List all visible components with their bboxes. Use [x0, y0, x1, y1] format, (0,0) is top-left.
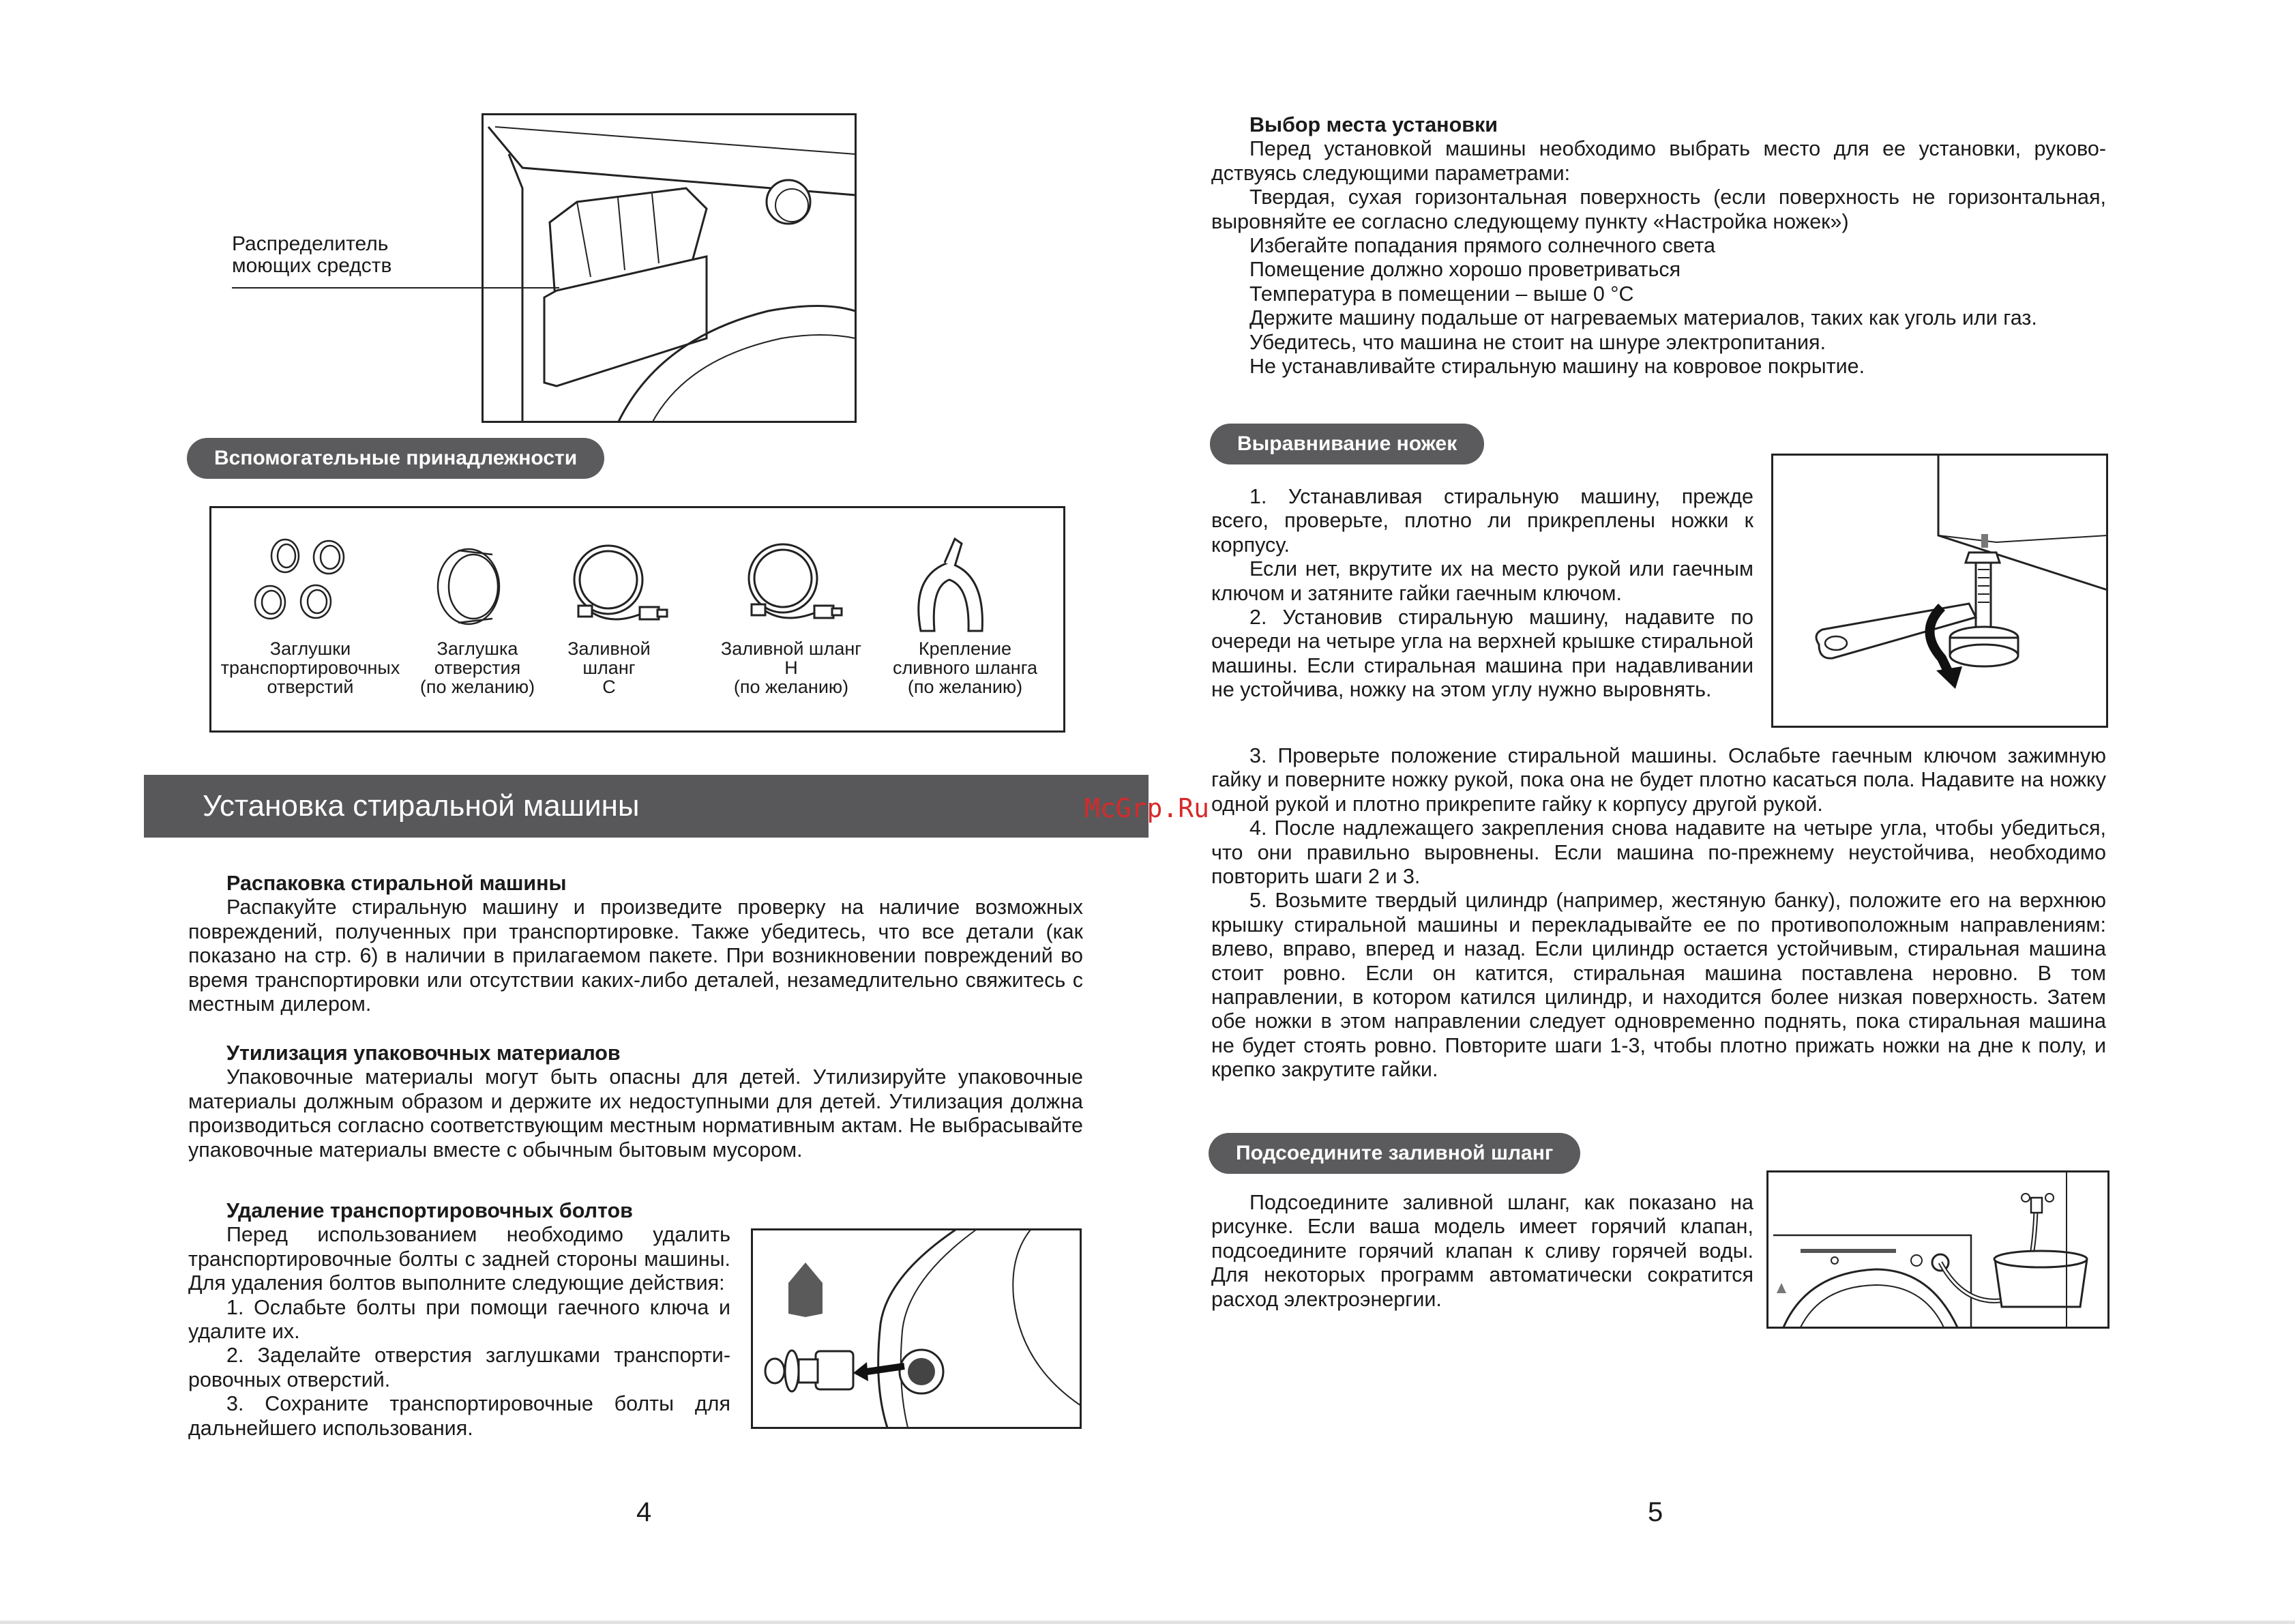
dispenser-leader-line — [232, 287, 559, 289]
page-number-left: 4 — [636, 1497, 652, 1527]
unpacking-text: Распакуйте стиральную машину и произведите проверку на наличие возможных повреждений, полученных при транспортировке. Также убедитесь, что все детали (как показано на стр. 6) в наличии в прилагаемом пакете. При возникновении повреждений во время транспортировки или отсутствии каких-либо деталей, незамедлительно свяжитесь с местным дилером. — [188, 896, 1083, 1016]
leveling-heading: Выравнивание ножек — [1210, 424, 1484, 464]
bolts-step1: 1. Ослабьте болты при помощи гаечного ключа и удалите их. — [188, 1295, 730, 1344]
unpacking-heading: Распаковка стиральной машины — [226, 872, 567, 895]
leveling-illustration — [1771, 454, 2108, 728]
location-p6: Убедитесь, что машина не стоит на шнуре электропитания. — [1249, 330, 1826, 354]
leveling-step1: 1. Устанавливая стиральную машину, прежде всего, проверьте, плотно ли прикреплены ножки к корпусу. — [1211, 485, 1753, 557]
inlet-hose-h-icon — [737, 539, 846, 634]
leveling-step2: 2. Установив стиральную машину, надавите по очереди на четыре угла на верхней крышке стиральной машины. Если стиральная машина при надавливании не устойчива, ножку на этом углу нужно выровнять. — [1211, 606, 1753, 702]
bolts-heading: Удаление транспортировочных болтов — [226, 1199, 633, 1222]
hose-text: Подсоедините заливной шланг, как показано на рисунке. Если ваша модель имеет горячий клапан, подсоедините горячий клапан к сливу горячей воды. Для некоторых программ автоматически сократится расход электроэнергии. — [1211, 1191, 1753, 1311]
leveling-step5: 5. Возьмите твердый цилиндр (например, жестяную банку), положите его на верхнюю крышку стиральной машины и перекладывайте ее по противоположным направлениям: влево, вправо, вперед и назад. Если цилиндр остается устойчивым, стиральная машина стоит ровно. Если он катится, стиральная машина поставлена неровно. В том направлении, в котором катился цилиндр, и находится более низкая поверхность. Затем обе ножки в этом направлении следует одновременно поднять, пока стиральная машина не будет стоять ровно. Повторите шаги 1-3, чтобы плотно прижать ножки на дне к полу, и крепко закрутите гайки. — [1211, 889, 2106, 1082]
leveling-step3: 3. Проверьте положение стиральной машины. Ослабьте гаечным ключом зажимную гайку и поверните ножку рукой, пока она не будет плотно касаться пола. Надавите на ножку одной рукой и плотно прикрепите гайку к корпусу другой рукой. — [1211, 744, 2106, 816]
accessory-label-transport-plugs: Заглушки транспортировочных отверстий — [220, 638, 400, 697]
bolt-illustration — [751, 1228, 1082, 1429]
dispenser-label-line1: Распределитель — [232, 233, 389, 255]
accessories-heading: Вспомогательные принадлежности — [187, 438, 604, 479]
hole-plug-icon — [431, 542, 513, 631]
location-section — [1211, 113, 2106, 379]
bolts-step2: 2. Заделайте отверстия заглушками транспорти-ровочных отверстий. — [188, 1344, 730, 1391]
bolts-step3: 3. Сохраните транспортировочные болты для дальнейшего использования. — [188, 1392, 730, 1440]
page-bottom-border — [0, 1621, 2295, 1624]
watermark: McGrp.Ru — [1084, 793, 1210, 823]
leveling-step4: 4. После надлежащего закрепления снова надавите на четыре угла, чтобы убедиться, что они правильно выровнены. Если машина по-прежнему неустойчива, необходимо повторить шаги 2 и 3. — [1211, 816, 2106, 889]
location-heading: Выбор места установки — [1249, 113, 1498, 136]
location-p7: Не устанавливайте стиральную машину на ковровое покрытие. — [1249, 355, 1865, 379]
inlet-hose-c-icon — [566, 539, 675, 634]
page-number-right: 5 — [1648, 1497, 1663, 1527]
leveling-steps-top — [1211, 485, 1753, 703]
hose-illustration — [1766, 1170, 2109, 1329]
location-p3: Помещение должно хорошо проветриваться — [1249, 258, 1681, 282]
accessory-label-inlet-hose-h: Заливной шланг H (по желанию) — [720, 638, 862, 697]
disposal-text: Упаковочные материалы могут быть опасны для детей. Утилизируйте упаковочные материалы должным образом и держите их недоступными для детей. Утилизация должна производиться согласно соответствующим местным нормативным актам. Не выбрасывайте упаковочные материалы вместе с обычным бытовым мусором. — [188, 1065, 1083, 1162]
leveling-steps-bottom — [1211, 744, 2106, 1082]
leveling-step1b: Если нет, вкрутите их на место рукой или гаечным ключом и затяните гайки гаечным ключом. — [1211, 557, 1753, 605]
unpacking-section — [188, 872, 1083, 1016]
location-p1: Твердая, сухая горизонтальная поверхность (если поверхность не горизонтальная, выровняйте ее согласно следующему пункту «Настройка ножек») — [1211, 186, 2106, 233]
transport-plugs-icon — [244, 537, 367, 625]
dispenser-illustration — [482, 113, 857, 423]
dispenser-label — [232, 233, 391, 277]
disposal-heading: Утилизация упаковочных материалов — [226, 1042, 621, 1065]
bolts-section — [188, 1199, 730, 1441]
accessories-box — [209, 506, 1065, 733]
disposal-section — [188, 1042, 1083, 1162]
location-p5: Держите машину подальше от нагреваемых материалов, таких как уголь или газ. — [1249, 306, 2037, 330]
location-p2: Избегайте попадания прямого солнечного света — [1249, 234, 1715, 258]
accessory-label-hole-plug: Заглушка отверстия (по желанию) — [419, 638, 535, 697]
drain-hose-bracket-icon — [907, 535, 996, 638]
accessory-label-inlet-hose-c: Заливной шланг C — [567, 638, 651, 697]
accessory-label-drain-bracket: Крепление сливного шланга (по желанию) — [893, 638, 1037, 697]
hose-heading: Подсоедините заливной шланг — [1209, 1133, 1580, 1174]
hose-section — [1211, 1191, 1753, 1312]
location-p4: Температура в помещении – выше 0 °C — [1249, 282, 1634, 306]
location-intro: Перед установкой машины необходимо выбрать место для ее установки, руково-дствуясь следующими параметрами: — [1211, 137, 2106, 185]
section-banner: Установка стиральной машины — [144, 775, 1149, 838]
bolts-intro: Перед использованием необходимо удалить транспортировочные болты с задней стороны машины. Для удаления болтов выполните следующие действия: — [188, 1223, 730, 1295]
dispenser-label-line2: моющих средств — [232, 254, 392, 277]
